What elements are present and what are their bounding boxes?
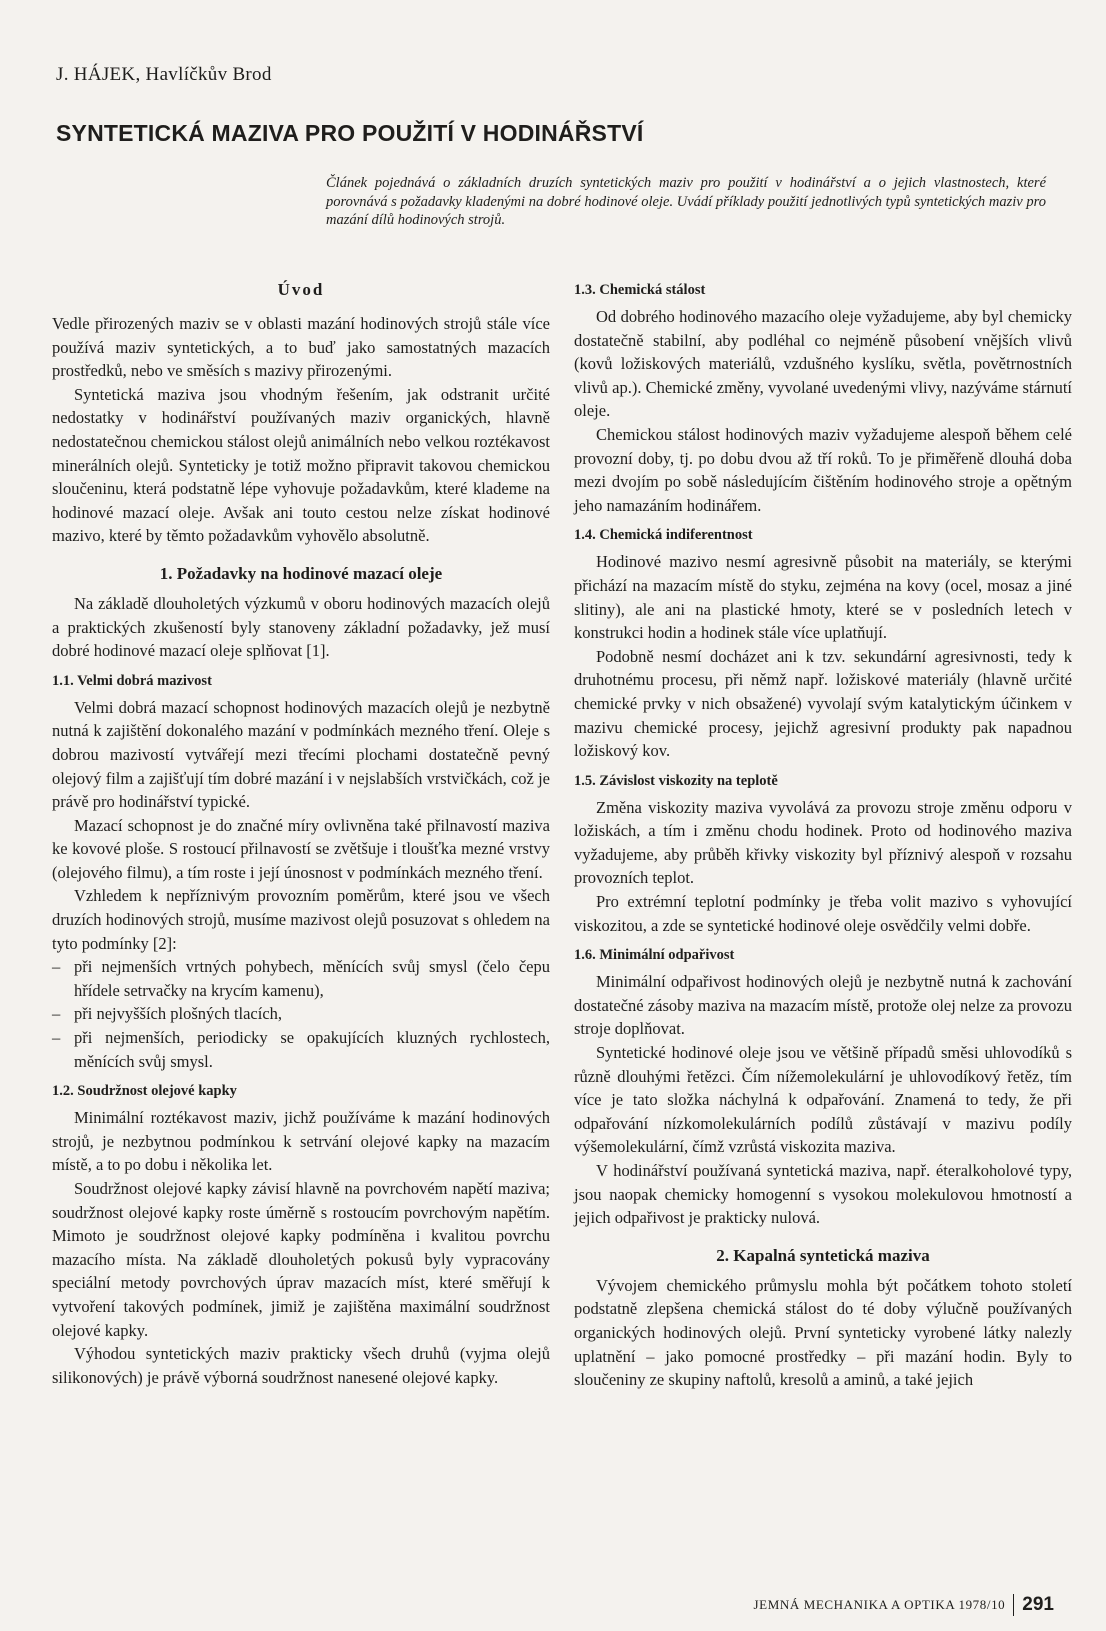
paragraph: Pro extrémní teplotní podmínky je třeba volit mazivo s vyhovující viskozitou, a zde se syntetické hodinové oleje osvědčily velmi dobře. — [574, 892, 1072, 935]
paragraph: Soudržnost olejové kapky závisí hlavně na povrchovém napětí maziva; soudržnost olejové kapky roste úměrně s rostoucím povrchovým napětím. Mimoto je soudržnost olejové kapky podmíněna i kvalitou povrchu mazacího místa. Na základě dlouholetých pokusů byly vypracovány speciální metody povrchových úprav mazacích míst, které směřují k vytvoření takových podmínek, jimiž je zajištěna maximální soudržnost olejové kapky. — [52, 1179, 550, 1340]
paragraph: Vedle přirozených maziv se v oblasti mazání hodinových strojů stále více používá maziv syntetických, a to buď jako samostatných mazacích prostředků, nebo ve směsích s mazivy přirozenými. — [52, 314, 550, 381]
list-item: – při nejmenších, periodicky se opakujících kluzných rychlostech, měnících svůj smysl. — [52, 1026, 550, 1073]
paragraph: Hodinové mazivo nesmí agresivně působit na materiály, se kterými přichází na mazacím místě do styku, zejména na kovy (ocel, mosaz a jiné slitiny), ale ani na plastické hmoty, které se v posledních letech v konstrukci hodin a hodinek stále více uplatňují. — [574, 552, 1072, 643]
section-heading-1: 1. Požadavky na hodinové mazací oleje — [159, 563, 443, 583]
subsection-heading-1-1: 1.1. Velmi dobrá mazivost — [52, 672, 212, 689]
conditions-list — [52, 955, 550, 1073]
left-column — [52, 280, 550, 1389]
section-heading-uvod: Úvod — [277, 280, 325, 299]
paragraph: Velmi dobrá mazací schopnost hodinových mazacích olejů je nezbytně nutná k zajištění dokonalého mazání v podmínkách mezného tření. Oleje s dobrou mazivostí vytvářejí mezi třecími plochami dostatečně pevný olejový film a zajišťují tím dobré mazání i v nejslabších vrstvičkách, což je právě pro hodinářství typické. — [52, 697, 550, 812]
subsection-heading-1-5: 1.5. Závislost viskozity na teplotě — [574, 772, 778, 789]
paragraph: Chemickou stálost hodinových maziv vyžadujeme alespoň během celé provozní doby, tj. po dobu dvou až tří roků. To je přiměřeně dlouhá doba mezi dvojím po sobě následujícím čištěním hodinového stroje a opětným jeho namazáním hodinářem. — [574, 424, 1072, 515]
paragraph: Vývojem chemického průmyslu mohla být počátkem tohoto století podstatně zlepšena chemická stálost do té doby výlučně používaných organických hodinových olejů. První synteticky vyrobené látky nalezly uplatnění – jako pomocné prostředky – při mazání hodin. Byly to sloučeniny ze skupiny naftolů, kresolů a aminů, a také jejich — [574, 1275, 1072, 1390]
footer-divider — [1013, 1594, 1014, 1616]
subsection-heading-1-4: 1.4. Chemická indiferentnost — [574, 527, 753, 544]
subsection-heading-1-2: 1.2. Soudržnost olejové kapky — [52, 1083, 237, 1100]
page-number: 291 — [1022, 1594, 1054, 1615]
paragraph: Minimální odpařivost hodinových olejů je nezbytně nutná k zachování dostatečné zásoby maziva na mazacím místě, protože olej nelze za provozu stroje doplňovat. — [574, 972, 1072, 1039]
page-footer — [754, 1594, 1054, 1616]
paragraph: Podobně nesmí docházet ani k tzv. sekundární agresivnosti, tedy k druhotnému procesu, při němž např. ložiskové materiály (hlavně určité chemické prvky v nich obsažené) vyvolají svým katalytickým účinkem v mazivu chemické procesy, jejichž agresivní produkty pak napadnou ložiskový kov. — [574, 646, 1072, 761]
paragraph: V hodinářství používaná syntetická maziva, např. éteralkoholové typy, jsou naopak chemicky homogenní s vysokou molekulovou hmotností a jejich odpařivost je prakticky nulová. — [574, 1161, 1072, 1228]
paragraph: Na základě dlouholetých výzkumů v oboru hodinových mazacích olejů a praktických zkušeností byly stanoveny základní požadavky, jež musí dobré hodinové mazací oleje splňovat [1]. — [52, 593, 550, 661]
right-column — [574, 282, 1072, 1392]
list-item: – při nejvyšších plošných tlacích, — [52, 1002, 550, 1026]
paragraph: Syntetická maziva jsou vhodným řešením, jak odstranit určité nedostatky v hodinářství používaných maziv organických, hlavně nedostatečnou chemickou stálost olejů animálních nebo velkou roztékavost minerálních olejů. Synteticky je totiž možno připravit takovou chemickou sloučeninu, která podstatně lépe vyhovuje požadavkům, které klademe na hodinové mazací oleje. Avšak ani touto cestou nelze získat hodinové mazivo, které by těmto požadavkům vyhovělo absolutně. — [52, 384, 550, 546]
article-title: SYNTETICKÁ MAZIVA PRO POUŽITÍ V HODINÁŘSTVÍ — [56, 120, 644, 146]
paragraph: Minimální roztékavost maziv, jichž používáme k mazání hodinových strojů, je nezbytnou podmínkou k setrvání olejové kapky na mazacím místě, a to po dobu i několika let. — [52, 1108, 550, 1175]
list-item: – při nejmenších vrtných pohybech, měnících svůj smysl (čelo čepu hřídele setrvačky na krycím kamenu), — [52, 955, 550, 1002]
paragraph: Mazací schopnost je do značné míry ovlivněna také přilnavostí maziva ke kovové ploše. S rostoucí přilnavostí se zvětšuje i tloušťka mezné vrstvy (olejového filmu), a tím roste i její únosnost v podmínkách mezného tření. — [52, 815, 550, 882]
subsection-heading-1-6: 1.6. Minimální odpařivost — [574, 947, 735, 964]
paragraph: Od dobrého hodinového mazacího oleje vyžadujeme, aby byl chemicky dostatečně stabilní, aby podléhal co nejméně působení vnějších vlivů (kovů ložiskových materiálů, vzdušného kyslíku, světla, povětrnostních vlivů ap.). Chemické změny, vyvolané uvedenými vlivy, nazýváme stárnutí oleje. — [574, 307, 1072, 421]
subsection-heading-1-3: 1.3. Chemická stálost — [574, 282, 706, 298]
section-heading-2: 2. Kapalná syntetická maziva — [716, 1245, 930, 1265]
paragraph: Změna viskozity maziva vyvolává za provozu stroje změnu odporu v ložiskách, a tím i změnu chodu hodinek. Proto od hodinového maziva vyžadujeme, aby průběh křivky viskozity byl příznivý alespoň v rozsahu provozních teplot. — [574, 797, 1072, 888]
article-abstract: Článek pojednává o základních druzích syntetických maziv pro použití v hodinářství a o jejich vlastnostech, které porovnává s požadavky kladenými na dobré hodinové oleje. Uvádí příklady použití jednotlivých typů syntetických maziv pro mazání dílů hodinových strojů. — [326, 175, 1046, 228]
paragraph: Vzhledem k nepříznivým provozním poměrům, které jsou ve všech druzích hodinových strojů, musíme mazivost olejů posuzovat s ohledem na tyto podmínky [2]: — [52, 886, 550, 953]
paragraph: Syntetické hodinové oleje jsou ve většině případů směsi uhlovodíků s různě dlouhými řetězci. Čím nížemolekulární je uhlovodíkový řetěz, tím více je tato složka náchylná k odpařování. Znamená to tedy, že při odpařování nízkomolekulárních podílů zůstávají v mazivu podíly výšemolekulární, čímž vzrůstá viskozita maziva. — [574, 1043, 1072, 1157]
journal-name: JEMNÁ MECHANIKA A OPTIKA 1978/10 — [753, 1597, 1006, 1612]
author-line: J. HÁJEK, Havlíčkův Brod — [56, 64, 272, 85]
paragraph: Výhodou syntetických maziv prakticky všech druhů (vyjma olejů silikonových) je právě výborná soudržnost nanesené olejové kapky. — [52, 1344, 550, 1387]
